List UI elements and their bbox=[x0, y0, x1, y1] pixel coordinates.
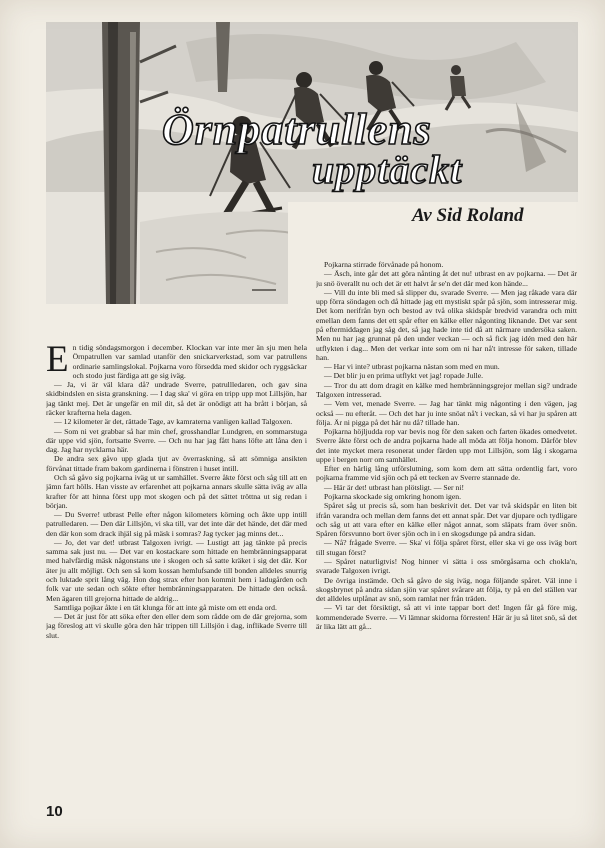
paragraph: — Vill du inte bli med så slipper du, svarade Sverre. — Men jag råkade vara där upp förra söndagen och då hittade jag ett mystiskt spår på sjön, som intresserar mig. Det kom nerifrån byn och bestod av två olika skidspår bredvid varandra och mitt emellan dem fanns det ett spår efter en kälke eller någonting liknande. Det var sent på eftermiddagen jag såg det, så jag hade inte tid då att närmare undersöka saken. Men nu har jag grunnat på den under veckan — och så fick jag idén med den här utflykten i dag... Men det verkar inte som om ni har nå't intresse för saken, tillade han. bbox=[316, 287, 577, 362]
paragraph: Pojkarna höjljudda rop var bevis nog för den saken och farten ökades omedvetet. Sverre åkte först och de andra pojkarna hade all möda att följa honom. Därför blev det inte mycket mera resonerat under färden upp mot Lillsjön, som låg i skogarna uppe i bergen norr om samhället. bbox=[316, 427, 577, 464]
paragraph: De andra sex gåvo upp glada tjut av överraskning, så att sömniga ansikten förvånat tittade fram bakom gardinerna i fönstren i huset intill. bbox=[46, 454, 307, 473]
paragraph: n tidig söndagsmorgon i december. Klockan var inte mer än sju men hela Örnpatrullen var samlad utanför den snickarverkstad, som var patrullens ordinarie samlingslokal. Pojkarna voro försedda med skidor och ryggsäckar och stodo just färdiga att ge sig iväg. bbox=[72, 343, 307, 380]
paragraph: — Här är det! utbrast han plötsligt. — Ser ni! bbox=[324, 482, 465, 492]
article-column-left bbox=[46, 343, 307, 797]
paragraph: — Ja, vi är väl klara då? undrade Sverre, patrullledaren, och gav sina skidbindslen en sista granskning. — I dag ska' vi göra en tripp upp mot Lillsjön, har jag tänkt mej. Det är ungefär en mil dit, så det är onödigt att ha brått i början, så räcker krafterna hela dagen. bbox=[46, 380, 307, 417]
paragraph: Samtliga pojkar åkte i en tät klunga för att inte gå miste om ett enda ord. bbox=[54, 602, 277, 612]
paragraph: — Jo, det var det! utbrast Talgoxen ivrigt. — Lustigt att jag tänkte på precis samma sak just nu. — Det var en kostackare som hittade en hembränningsapparat med halvfärdig mäsk någonstans ute i skogen och så satte kräket i sig det där. Kor äter ju allt möjligt. Och sen så kom kossan hemlufsande till bonden alldeles snurrig och luktade sprit lång väg. Hon dog strax efter hon kommit hem i ladugården och folk var ute sedan och sökte efter hembränningsapparaten. De hittade den också. Men ägaren till grejorna hittade de aldrig... bbox=[46, 537, 307, 603]
paragraph: Och så gåvo sig pojkarna iväg ut ur samhället. Sverre åkte först och såg till att en jämn fart hölls. Han visste av erfarenhet att pojkarna annars skulle sätta iväg av alla krafter för att hinna först upp mot skogen och på det sättet tröttna ut sig redan i början. bbox=[46, 472, 307, 510]
paragraph: De övriga instämde. Och så gåvo de sig iväg, noga följande spåret. Väl inne i skogsbrynet på andra sidan sjön var spåret svårare att följa, ty på en del ställen var det alldeles utplånat av snö, som ramlat ner från träden. bbox=[316, 575, 577, 604]
article-column-right bbox=[316, 260, 577, 798]
paragraph: — Som ni vet grabbar så har min chef, grosshandlar Lundgren, en sommarstuga där uppe vid sjön, fortsatte Sverre. — Och nu har jag fått hans löfte att låna den i dag. Jag har nycklarna här. bbox=[46, 426, 307, 455]
paragraph: Efter en härlig lång utförslutning, som kom dem att sätta ordentlig fart, voro pojkarna framme vid sjön och på ett tecken av Sverre stannade de. bbox=[316, 464, 577, 483]
paragraph: — Nå? frågade Sverre. — Ska' vi följa spåret först, eller ska vi ge oss iväg bort till stugan först? bbox=[316, 538, 577, 557]
article-byline: Av Sid Roland bbox=[412, 205, 524, 226]
paragraph: — Spåret naturligtvis! Nog hinner vi sätta i oss smörgåsarna och chokla'n, svarade Talgoxen ivrigt. bbox=[316, 557, 577, 576]
paragraph: Pojkarna skockade sig omkring honom igen. bbox=[324, 492, 462, 502]
paragraph: — Har vi inte? utbrast pojkarna nästan som med en mun. bbox=[324, 362, 500, 372]
article-title-line2: upptäckt bbox=[312, 147, 463, 192]
page-number: 10 bbox=[46, 803, 63, 820]
article-title-line1: Örnpatrullens bbox=[162, 105, 432, 154]
paragraph: — Vi tar det försiktigt, så att vi inte tappar bort det! Ingen får gå före mig, kommenderade Sverre. — Vi lämnar skidorna förresten! Här är ju så litet snö, så det är lika lätt att gå... bbox=[316, 603, 577, 631]
paragraph: Pojkarna stirrade förvånade på honom. bbox=[324, 260, 444, 269]
paragraph: — Det är just för att söka efter den eller dem som rådde om de där grejorna, som jag föreslog att vi skulle göra den här trippen till Lillsjön i dag, inflikade Sverre till slut. bbox=[46, 612, 307, 640]
paragraph: — 12 kilometer är det, rättade Tage, av kamraterna vanligen kallad Talgoxen. bbox=[54, 417, 293, 427]
paragraph: — Vem vet, menade Sverre. — Jag har tänkt mig någonting i den vägen, jag också — nu efteråt. — Och det har ju inte snöat nå't i veckan, så vi har ju spåren att följa. Är ni pigga på det här nu då? tillade han. bbox=[316, 399, 577, 427]
drop-cap: E bbox=[46, 343, 69, 380]
paragraph: Spåret såg ut precis så, som han beskrivit det. Det var två skidspår en liten bit ifrån varandra och mellan dem fanns det ett annat spår. Det var djupare och tydligare och såg ut att vara efter en kälke eller något annat, som släpats fram över snön. Spåren försvunno bort över sjön och in i en skogsdunge på andra sidan. bbox=[316, 501, 577, 539]
paragraph: — Du Sverre! utbrast Pelle efter någon kilometers körning och åkte upp intill patrulledaren. — Den där Lillsjön, vi ska till, var det inte där det hände, det där med den där kon som drack ihjäl sig på mäsk i somras? Jag tycker jag minns det... bbox=[46, 510, 307, 538]
title-block bbox=[150, 104, 586, 214]
paragraph: — Äsch, inte går det att göra nånting åt det nu! utbrast en av pojkarna. — Det är ju snö överallt nu och det är ett halvt år se'n det där med kon hände... bbox=[316, 269, 577, 288]
paragraph: — Tror du att dom dragit en kälke med hembränningsgrejor mellan sig? undrade Talgoxen intresserad. bbox=[316, 380, 577, 399]
paragraph: — Det blir ju en prima utflykt vet jag! ropade Julle. bbox=[324, 371, 484, 381]
